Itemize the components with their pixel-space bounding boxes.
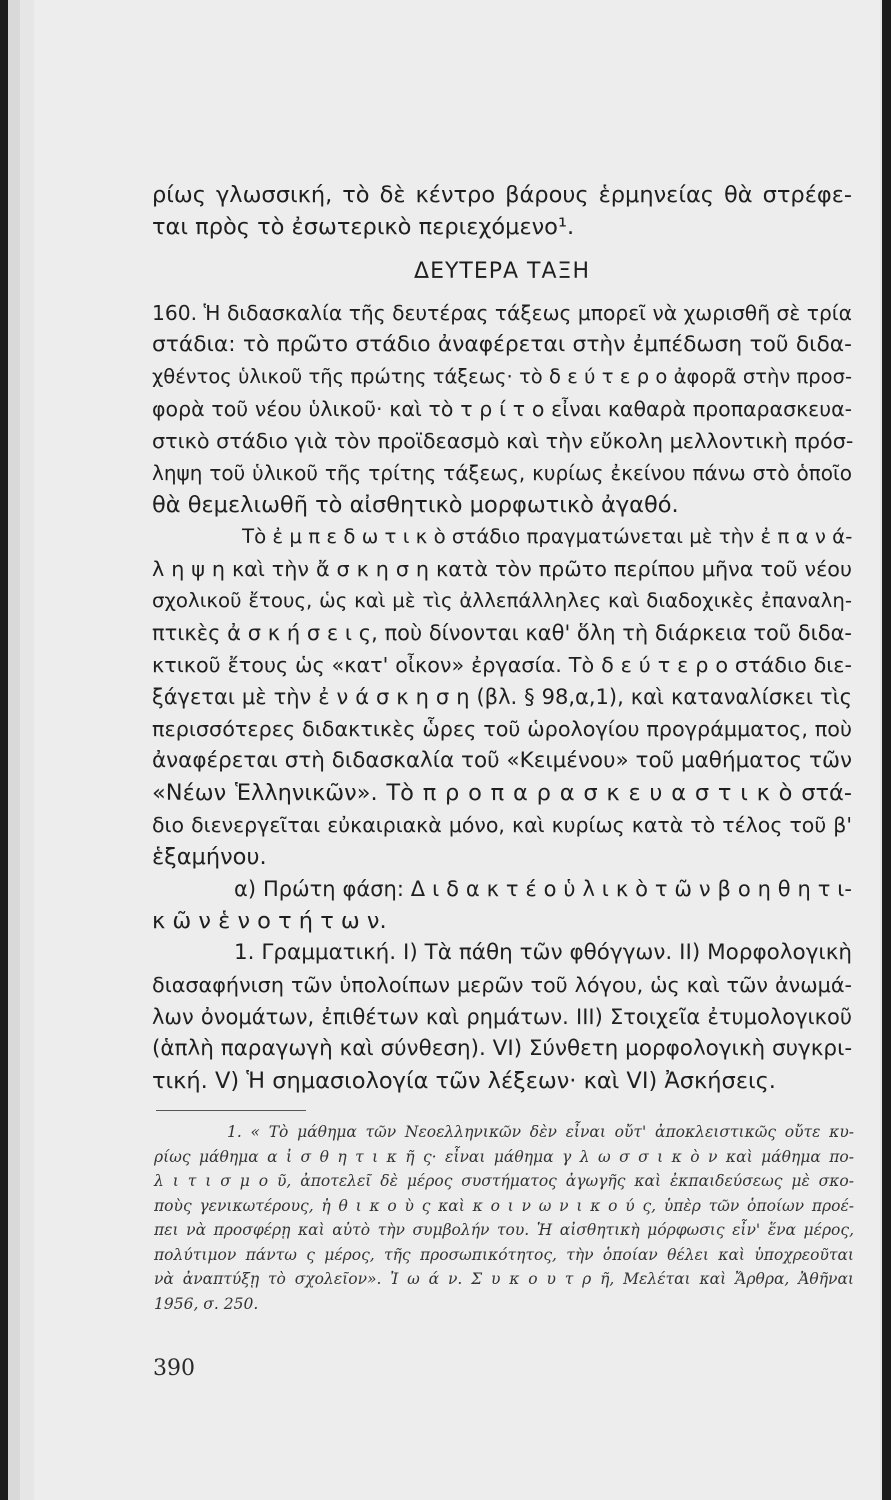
opening-paragraph — [152, 179, 852, 243]
footnote-line: 1956, σ. 250. — [154, 1294, 259, 1313]
text-line: (ἁπλὴ παραγωγὴ καὶ σύνθεση). VI) Σύνθετη μορφολογικὴ συγκρι- — [152, 1036, 853, 1061]
text-line: «Νέων Ἑλληνικῶν». Τὸ π ρ ο π α ρ α σ κ ε υ α σ τ ι κ ὸ στά- — [152, 780, 852, 806]
text-line: λ η ψ η καὶ τὴν ἄ σ κ η σ η κατὰ τὸν πρῶτο περίπου μῆνα τοῦ νέου — [152, 557, 852, 581]
text-line: τική. V) Ἡ σημασιολογία τῶν λέξεων· καὶ VI) Ἀσκήσεις. — [152, 1068, 776, 1094]
page-number: 390 — [153, 1356, 195, 1381]
text-line: θὰ θεμελιωθῆ τὸ αἰσθητικὸ μορφωτικὸ ἀγαθό. — [152, 492, 679, 518]
text-line: ἑξαμήνου. — [152, 844, 267, 870]
footnote-line: λ ι τ ι σ μ ο ῦ, ἀποτελεῖ δὲ μέρος συστήματος ἀγωγῆς καὶ ἐκπαιδεύσεως μὲ σκο- — [154, 1172, 854, 1190]
text-line: κτικοῦ ἔτους ὡς «κατ' οἶκον» ἐργασία. Τὸ δ ε ύ τ ε ρ ο στάδιο διε- — [152, 653, 852, 677]
text-line: σχολικοῦ ἔτους, ὡς καὶ μὲ τὶς ἀλλεπάλληλες καὶ διαδοχικὲς ἐπαναλη- — [152, 589, 852, 612]
footnote-line: νὰ ἀναπτύξῃ τὸ σχολεῖον». Ἰ ω ά ν. Σ υ κ ο υ τ ρ ῆ, Μελέται καὶ Ἄρθρα, Ἀθῆναι — [154, 1270, 854, 1288]
text-line: 1. Γραμματική. Ι) Τὰ πάθη τῶν φθόγγων. ΙΙ) Μορφολογικὴ — [234, 940, 852, 965]
footnote-line: πολύτιμον πάντω ς μέρος, τῆς προσωπικότητος, τὴν ὁποίαν θέλει καὶ ὑποχρεοῦται — [154, 1245, 854, 1264]
text-line: διο διενεργεῖται εὐκαιριακὰ μόνο, καὶ κυρίως κατὰ τὸ τέλος τοῦ β' — [152, 813, 852, 837]
text-line: ται πρὸς τὸ ἐσωτερικὸ περιεχόμενο¹. — [152, 214, 575, 240]
text-line: χθέντος ὑλικοῦ τῆς πρώτης τάξεως· τὸ δ ε ύ τ ε ρ ο ἀφορᾶ στὴν προσ- — [152, 365, 852, 388]
text-line: α) Πρώτη φάση: Δ ι δ α κ τ έ ο ὑ λ ι κ ὸ τ ῶ ν β ο η θ η τ ι- — [234, 877, 852, 901]
text-line: στάδια: τὸ πρῶτο στάδιο ἀναφέρεται στὴν ἐμπέδωση τοῦ διδα- — [152, 332, 852, 357]
text-line: Τὸ ἐ μ π ε δ ω τ ι κ ὸ στάδιο πραγματώνεται μὲ τὴν ἐ π α ν ά- — [242, 525, 853, 548]
text-line: στικὸ στάδιο γιὰ τὸν προϊδεασμὸ καὶ τὴν εὔκολη μελλοντικὴ πρόσ- — [152, 429, 854, 453]
text-line: λων ὀνομάτων, ἐπιθέτων καὶ ρημάτων. ΙΙΙ) Στοιχεῖα ἐτυμολογικοῦ — [152, 1005, 852, 1029]
footnote-line: ρίως μάθημα α ἰ σ θ η τ ι κ ῆ ς· εἶναι μάθημα γ λ ω σ σ ι κ ὸ ν καὶ μάθημα πο- — [154, 1147, 854, 1166]
text-line: 160. Ἡ διδασκαλία τῆς δευτέρας τάξεως μπορεῖ νὰ χωρισθῆ σὲ τρία — [152, 301, 852, 325]
footnote-line: πει νὰ προσφέρῃ καὶ αὐτὸ τὴν συμβολήν του. Ἡ αἰσθητικὴ μόρφωσις εἶν' ἕνα μέρος, — [154, 1221, 854, 1239]
book-page — [34, 0, 880, 1500]
footnote-line: 1. « Τὸ μάθημα τῶν Νεοελληνικῶν δὲν εἶναι οὔτ' ἀποκλειστικῶς οὔτε κυ- — [227, 1123, 854, 1141]
text-line: ρίως γλωσσική, τὸ δὲ κέντρο βάρους ἑρμηνείας θὰ στρέφε- — [152, 182, 852, 208]
footnote-line: ποὺς γενικωτέρους, ἠ θ ι κ ο ὺ ς καὶ κ ο ι ν ω ν ι κ ο ύ ς, ὑπὲρ τῶν ὁποίων προέ- — [154, 1196, 854, 1215]
footnote — [154, 1120, 854, 1316]
section-heading: ΔΕΥΤΕΡΑ ΤΑΞΗ — [414, 259, 590, 284]
text-line: ληψη τοῦ ὑλικοῦ τῆς τρίτης τάξεως, κυρίως ἐκείνου πάνω στὸ ὁποῖο — [152, 461, 852, 485]
text-line: φορὰ τοῦ νέου ὑλικοῦ· καὶ τὸ τ ρ ί τ ο εἶναι καθαρὰ προπαρασκευα- — [152, 397, 852, 421]
text-line: ξάγεται μὲ τὴν ἐ ν ά σ κ η σ η (βλ. § 98,α,1), καὶ καταναλίσκει τὶς — [152, 685, 852, 709]
main-body — [152, 297, 852, 1097]
text-line: περισσότερες διδακτικὲς ὧρες τοῦ ὡρολογίου προγράμματος, ποὺ — [152, 717, 852, 741]
footnote-rule — [156, 1110, 306, 1111]
text-line: διασαφήνιση τῶν ὑπολοίπων μερῶν τοῦ λόγου, ὡς καὶ τῶν ἀνωμά- — [152, 973, 852, 997]
text-line: πτικὲς ἀ σ κ ή σ ε ι ς, ποὺ δίνονται καθ' ὅλη τὴ διάρκεια τοῦ διδα- — [152, 621, 852, 645]
text-line: ἀναφέρεται στὴ διδασκαλία τοῦ «Κειμένου» τοῦ μαθήματος τῶν — [152, 748, 852, 773]
text-line: κ ῶ ν ἑ ν ο τ ή τ ω ν. — [152, 908, 387, 934]
